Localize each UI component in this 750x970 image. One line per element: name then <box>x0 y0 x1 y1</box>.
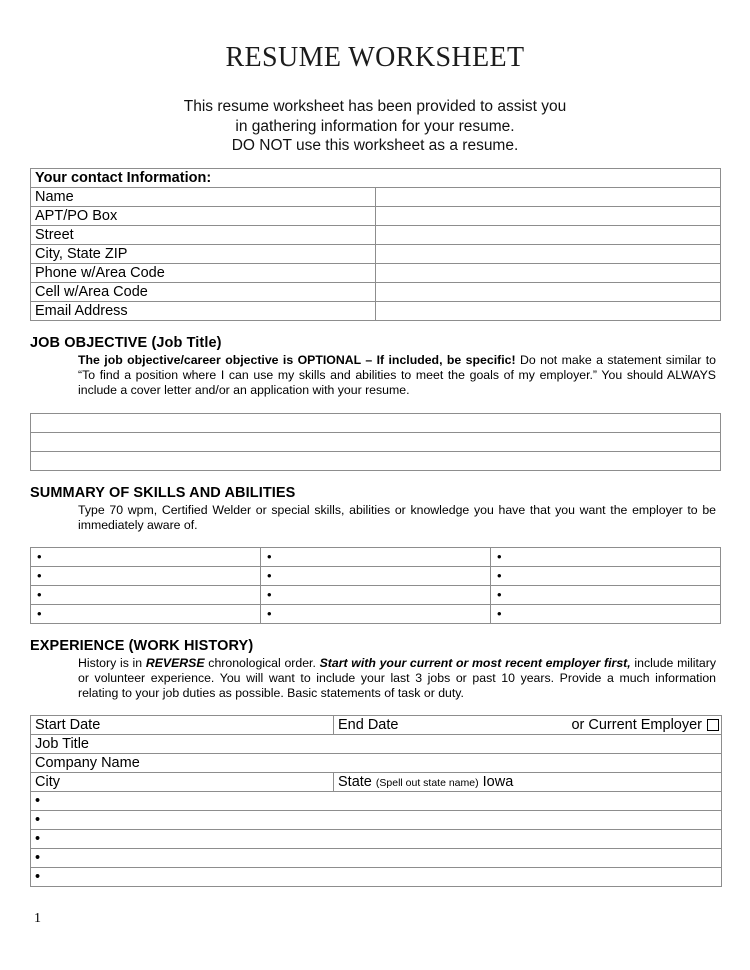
summary-skills-heading: SUMMARY OF SKILLS AND ABILITIES <box>30 485 296 502</box>
table-row <box>31 868 722 887</box>
subtitle-line-1: This resume worksheet has been provided to assist you <box>183 98 567 115</box>
experience-entry-table <box>30 715 722 887</box>
duty-cell[interactable]: • <box>31 830 722 849</box>
label-apt-po-box: APT/PO Box <box>31 206 376 225</box>
table-row <box>31 301 721 320</box>
table-row <box>31 225 721 244</box>
field-city-state-zip[interactable] <box>376 244 721 263</box>
experience-description <box>30 656 720 702</box>
label-phone: Phone w/Area Code <box>31 263 376 282</box>
table-row <box>31 547 721 566</box>
current-employer-checkbox[interactable] <box>707 719 719 731</box>
duty-cell[interactable]: • <box>31 792 722 811</box>
table-row <box>31 414 721 433</box>
table-row <box>31 811 722 830</box>
field-street[interactable] <box>376 225 721 244</box>
contact-information-table <box>30 168 721 321</box>
skill-cell[interactable]: • <box>261 585 491 604</box>
skill-cell[interactable]: • <box>31 547 261 566</box>
field-job-title[interactable]: Job Title <box>31 735 722 754</box>
table-row <box>31 168 721 187</box>
field-email[interactable] <box>376 301 721 320</box>
field-cell[interactable] <box>376 282 721 301</box>
table-row <box>31 187 721 206</box>
experience-start-emphasis: Start with your current or most recent employer first, <box>319 655 631 670</box>
table-row <box>31 566 721 585</box>
table-row <box>31 830 722 849</box>
label-name: Name <box>31 187 376 206</box>
skill-cell[interactable]: • <box>491 585 721 604</box>
skill-cell[interactable]: • <box>31 566 261 585</box>
field-name[interactable] <box>376 187 721 206</box>
experience-text-1: History is in <box>78 655 146 670</box>
field-company-name[interactable]: Company Name <box>31 754 722 773</box>
objective-line-3[interactable] <box>31 452 721 471</box>
field-city[interactable]: City <box>31 773 334 792</box>
duty-cell[interactable]: • <box>31 868 722 887</box>
contact-table-header: Your contact Information: <box>31 168 721 187</box>
state-label: State <box>338 773 372 790</box>
label-email: Email Address <box>31 301 376 320</box>
subtitle-line-2: in gathering information for your resume. <box>235 117 515 135</box>
state-hint: (Spell out state name) <box>375 776 479 789</box>
job-objective-emphasis: The job objective/career objective is OPTIONAL – If included, be specific! <box>78 352 516 367</box>
table-row <box>31 716 722 735</box>
subtitle-block <box>30 97 720 156</box>
objective-line-2[interactable] <box>31 433 721 452</box>
skill-cell[interactable]: • <box>31 585 261 604</box>
table-row <box>31 773 722 792</box>
experience-text-3: include military or volunteer experience. You will want to include your last 3 jobs or past 10 years. Provide a much information relating to your job duties as possible. Basic statements of task or duty. <box>78 655 717 700</box>
table-row <box>31 849 722 868</box>
job-objective-heading: JOB OBJECTIVE (Job Title) <box>30 334 222 351</box>
duty-cell[interactable]: • <box>31 811 722 830</box>
skill-cell[interactable]: • <box>491 566 721 585</box>
experience-text-2: chronological order. <box>204 655 320 670</box>
field-apt-po-box[interactable] <box>376 206 721 225</box>
job-objective-entry-table <box>30 413 721 471</box>
end-date-label: End Date <box>338 717 399 734</box>
table-row <box>31 735 722 754</box>
table-row <box>31 244 721 263</box>
page-title: RESUME WORKSHEET <box>225 42 525 73</box>
skill-cell[interactable]: • <box>491 547 721 566</box>
label-cell: Cell w/Area Code <box>31 282 376 301</box>
label-street: Street <box>31 225 376 244</box>
table-row <box>31 754 722 773</box>
field-start-date[interactable]: Start Date <box>31 716 334 735</box>
table-row <box>31 282 721 301</box>
experience-heading: EXPERIENCE (WORK HISTORY) <box>30 637 254 654</box>
table-row <box>31 604 721 623</box>
field-end-date[interactable] <box>334 716 722 735</box>
skill-cell[interactable]: • <box>31 604 261 623</box>
label-city-state-zip: City, State ZIP <box>31 244 376 263</box>
state-value: Iowa <box>482 773 514 790</box>
table-row <box>31 585 721 604</box>
field-state[interactable] <box>334 773 722 792</box>
table-row <box>31 206 721 225</box>
table-row <box>31 433 721 452</box>
job-objective-description <box>30 353 720 399</box>
duty-cell[interactable]: • <box>31 849 722 868</box>
objective-line-1[interactable] <box>31 414 721 433</box>
current-employer-label: or Current Employer <box>571 717 702 734</box>
skills-bullet-grid <box>30 547 721 624</box>
skill-cell[interactable]: • <box>261 566 491 585</box>
subtitle-line-3: DO NOT use this worksheet as a resume. <box>231 137 519 154</box>
skill-cell[interactable]: • <box>261 604 491 623</box>
skill-cell[interactable]: • <box>491 604 721 623</box>
summary-skills-description: Type 70 wpm, Certified Welder or special skills, abilities or knowledge you have that you want the employer to be immediately aware of. <box>78 503 716 533</box>
table-row <box>31 792 722 811</box>
table-row <box>31 263 721 282</box>
page-number: 1 <box>34 911 41 926</box>
job-objective-text: Do not make a statement similar to “To find a position where I can use my skills and abilities to meet the goals of my employer.” You should ALWAYS include a cover letter and/or an application with your resume. <box>78 352 716 397</box>
current-employer-group[interactable] <box>571 717 721 733</box>
table-row <box>31 452 721 471</box>
skill-cell[interactable]: • <box>261 547 491 566</box>
experience-reverse-emphasis: REVERSE <box>145 655 205 670</box>
field-phone[interactable] <box>376 263 721 282</box>
